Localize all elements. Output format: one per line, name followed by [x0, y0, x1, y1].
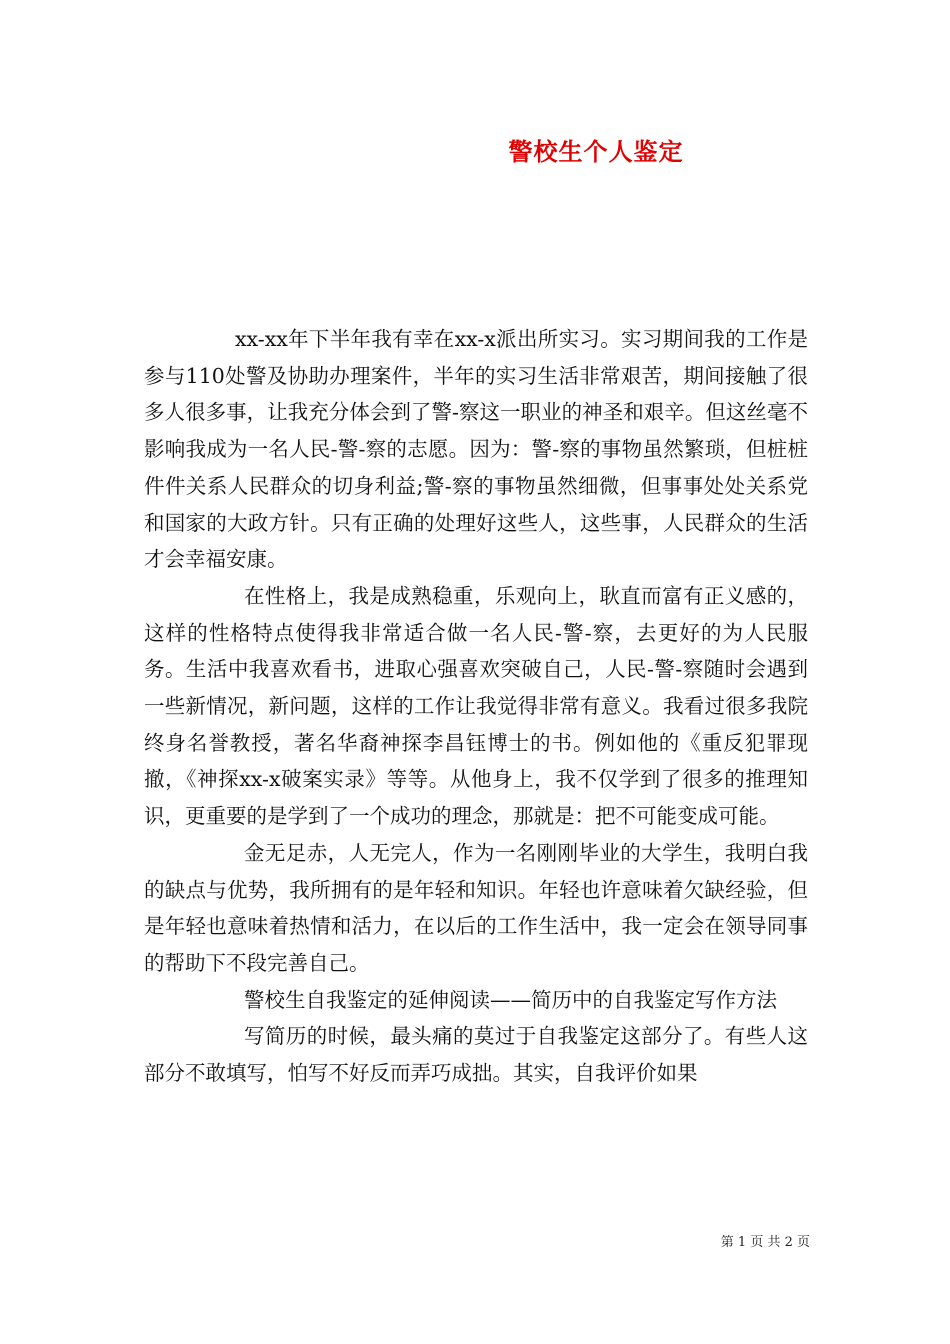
page-indicator: 第 1 页 共 2 页: [720, 1235, 810, 1250]
paragraph-extended-reading-heading: 警校生自我鉴定的延伸阅读——简历中的自我鉴定写作方法: [244, 987, 777, 1012]
paragraph-resume-tips: 写简历的时候，最头痛的莫过于自我鉴定这部分了。有些人这部分不敢填写，怕写不好反而弄巧成拙。其实，自我评价如果: [144, 1024, 808, 1086]
paragraph-strengths: 金无足赤，人无完人，作为一名刚刚毕业的大学生，我明白我的缺点与优势，我所拥有的是年轻和知识。年轻也许意味着欠缺经验，但是年轻也意味着热情和活力，在以后的工作生活中，我一定会在领导同事的帮助下不段完善自己。: [144, 840, 808, 975]
paragraph-internship: xx-xx年下半年我有幸在xx-x派出所实习。实习期间我的工作是参与110处警及协助办理案件，半年的实习生活非常艰苦，期间接触了很多人很多事，让我充分体会到了警-察这一职业的神圣和艰辛。但这丝毫不影响我成为一名人民-警-察的志愿。因为：警-察的事物虽然繁琐，但桩桩件件关系人民群众的切身利益;警-察的事物虽然细微，但事事处处关系党和国家的大政方针。只有正确的处理好这些人，这些事，人民群众的生活才会幸福安康。: [144, 327, 808, 572]
document-title: 警校生个人鉴定: [508, 137, 684, 166]
paragraph-personality: 在性格上，我是成熟稳重，乐观向上，耿直而富有正义感的，这样的性格特点使得我非常适合做一名人民-警-察，去更好的为人民服务。生活中我喜欢看书，进取心强喜欢突破自己，人民-警-察随时会遇到一些新情况，新问题，这样的工作让我觉得非常有意义。我看过很多我院终身名誉教授，著名华裔神探李昌钰博士的书。例如他的《重反犯罪现撤，《神探xx-x破案实录》等等。从他身上，我不仅学到了很多的推理知识，更重要的是学到了一个成功的理念，那就是：把不可能变成可能。: [144, 583, 808, 829]
document-body: [144, 321, 808, 1092]
